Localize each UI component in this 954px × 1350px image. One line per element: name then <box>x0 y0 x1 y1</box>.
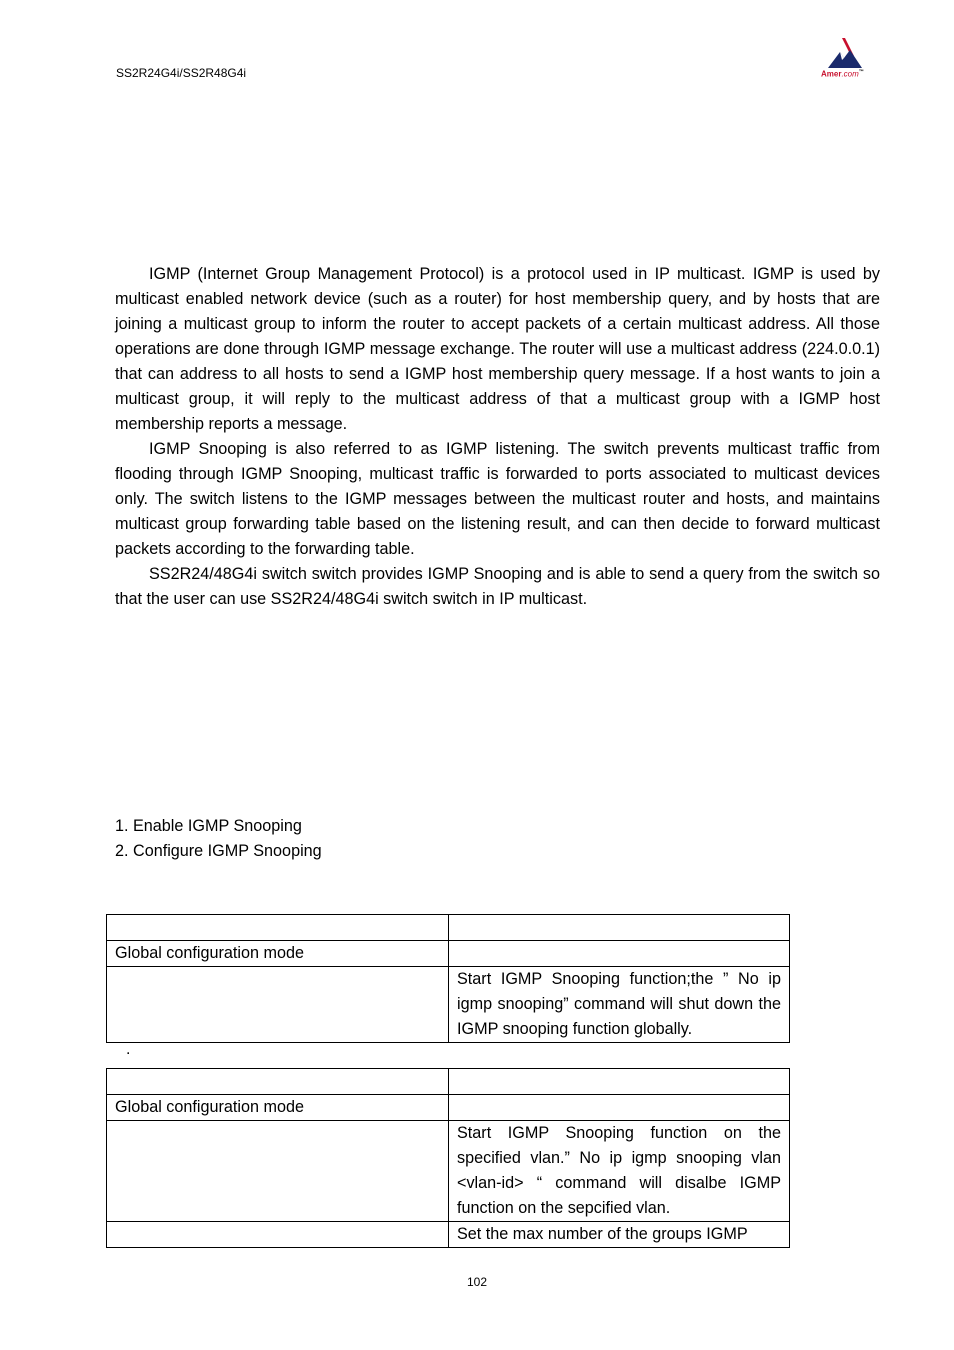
logo-mark-icon <box>818 36 878 70</box>
separator-mark: . <box>126 1041 131 1058</box>
table-cell <box>107 967 449 1043</box>
intro-paragraph-snooping: IGMP Snooping is also referred to as IGMP listening. The switch prevents multicast traffic from flooding through IGMP Snooping, multicast traffic is forwarded to ports associated to multicast devices only. The switch listens to the IGMP messages between the multicast router and hosts, and maintains multicast group forwarding table based on the listening result, and can then decide to forward multicast packets according to the forwarding table. <box>115 440 880 558</box>
table-cell <box>107 1222 449 1248</box>
amer-logo <box>818 36 878 82</box>
table-cell: Start IGMP Snooping function;the ” No ip igmp snooping” command will shut down the IGMP snooping function globally. <box>449 967 790 1043</box>
header-title: SS2R24G4i/SS2R48G4i <box>116 66 247 80</box>
table-row <box>107 915 790 941</box>
table-cell: Global configuration mode <box>107 1095 449 1121</box>
table-row <box>107 1121 790 1222</box>
table-cell: Start IGMP Snooping function on the specified vlan.” No ip igmp snooping vlan <vlan-id> “ command will disalbe IGMP function on the sepcified vlan. <box>449 1121 790 1222</box>
table-cell: Set the max number of the groups IGMP <box>449 1222 790 1248</box>
configuration-steps <box>115 814 322 864</box>
table-row <box>107 1095 790 1121</box>
step-item: 2. Configure IGMP Snooping <box>115 842 322 860</box>
intro-paragraph-switch: SS2R24/48G4i switch switch provides IGMP Snooping and is able to send a query from the switch so that the user can use SS2R24/48G4i switch switch in IP multicast. <box>115 565 880 608</box>
page-number: 102 <box>466 1275 488 1289</box>
command-table-enable <box>106 914 790 1043</box>
table-cell <box>449 915 790 941</box>
intro-paragraph-igmp: IGMP (Internet Group Management Protocol) is a protocol used in IP multicast. IGMP is used by multicast enabled network device (such as a router) for host membership query, and by hosts that are joining a multicast group to inform the router to accept packets of a certain multicast address. All those operations are done through IGMP message exchange. The router will use a multicast address (224.0.0.1) that can address to all hosts to send a IGMP host membership query message. If a host wants to join a multicast group, it will reply to the multicast address of that a multicast group with a IGMP host membership reports a message. <box>115 265 880 433</box>
table-row <box>107 941 790 967</box>
table-cell <box>449 941 790 967</box>
table-row <box>107 1222 790 1248</box>
table-cell: Global configuration mode <box>107 941 449 967</box>
table-cell <box>107 915 449 941</box>
table-cell <box>449 1069 790 1095</box>
logo-text: Amer.com™ <box>821 69 864 79</box>
table-cell <box>449 1095 790 1121</box>
step-item: 1. Enable IGMP Snooping <box>115 817 302 835</box>
table-row <box>107 1069 790 1095</box>
table-cell <box>107 1121 449 1222</box>
table-cell <box>107 1069 449 1095</box>
table-row <box>107 967 790 1043</box>
command-table-configure <box>106 1068 790 1248</box>
